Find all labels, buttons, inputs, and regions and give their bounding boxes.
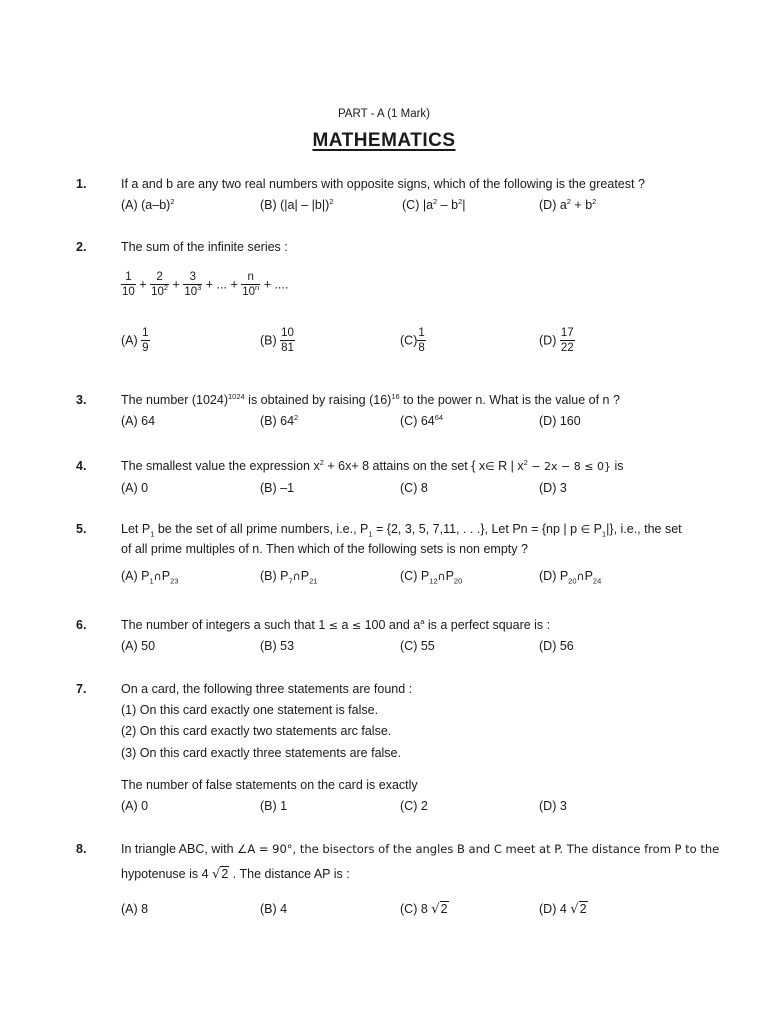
q3-option-a: (A) 64: [121, 414, 156, 428]
question-6-text: The number of integers a such that 1 ≤ a ≤ 100 and $a^a$ is a perfect square is :: [121, 616, 551, 632]
question-number-7: 7.: [76, 682, 87, 696]
q8-option-b: (B) 4: [260, 902, 288, 916]
q1-option-b: (B) (|a| – |b|)$^2$: [260, 196, 334, 212]
q2-option-c: (C) $\frac{1}{8}$: [400, 327, 425, 354]
question-number-8: 8.: [76, 842, 87, 856]
q2-option-a: (A) $\frac{1}{9}$: [121, 327, 149, 354]
q2-option-d: (D) $\frac{17}{22}$: [539, 327, 574, 354]
statement-3: (3) On this card exactly three statements are false.: [121, 746, 401, 760]
question-8-text-line2: hypotenuse is 4 √2 . The distance AP is :: [121, 867, 350, 882]
question-number-1: 1.: [76, 177, 87, 191]
q4-option-a: (A) 0: [121, 481, 149, 495]
q4-option-b: (B) –1: [260, 481, 295, 495]
q5-option-d: (D) $P_{20}\cap P_{24}$: [539, 569, 602, 586]
question-5-text-line2: of all prime multiples of n. Then which of the following sets is non empty ?: [121, 542, 528, 556]
q7-option-c: (C) 2: [400, 799, 428, 813]
q1-option-d: (D) $a^2 + b^2$: [539, 196, 597, 212]
part-heading: PART - A (1 Mark): [337, 108, 431, 120]
question-number-4: 4.: [76, 459, 87, 473]
question-4-text: The smallest value the expression $x^2 + 6x+ 8$ attains on the set { x∈ R | $x^2 - 2x - 8 \le 0$} is: [121, 457, 624, 473]
question-number-2: 2.: [76, 240, 87, 254]
series-expression: $\frac{1}{10}$ + $\frac{2}{10^2}$ + $\frac{3}{10^3}$ + ... + $\frac{n}{10^n}$ + ....: [122, 271, 289, 298]
subject-title: MATHEMATICS: [312, 130, 456, 151]
question-number-5: 5.: [76, 522, 87, 536]
q1-option-a: (A) $(a-b)^2$: [121, 196, 175, 212]
q5-option-a: (A) $P_1\cap P_{23}$: [121, 569, 179, 586]
q2-option-b: (B) $\frac{10}{81}$: [260, 327, 294, 354]
q3-option-d: (D) 160: [539, 414, 581, 428]
q7-option-a: (A) 0: [121, 799, 149, 813]
q1-option-c: (C) $|a^2 - b^2|$: [402, 196, 466, 212]
q8-option-a: (A) 8: [121, 902, 149, 916]
q4-option-c: (C) 8: [400, 481, 428, 495]
q8-option-c: (C) 8 √2: [400, 902, 448, 917]
q7-option-d: (D) 3: [539, 799, 567, 813]
q6-option-d: (D) 56: [539, 639, 574, 653]
q4-option-d: (D) 3: [539, 481, 567, 495]
question-8-text: In triangle ABC, with ∠A = 90°, the bisectors of the angles B and C meet at P. The distance from P to the: [121, 842, 720, 856]
question-2-text: The sum of the infinite series :: [121, 240, 288, 254]
q5-option-b: (B) $P_7\cap P_{21}$: [260, 569, 318, 586]
question-number-6: 6.: [76, 618, 87, 632]
q3-option-b: (B) $64^2$: [260, 412, 299, 428]
q6-option-a: (A) 50: [121, 639, 156, 653]
q6-option-b: (B) 53: [260, 639, 295, 653]
q8-option-d: (D) 4 √2: [539, 902, 587, 917]
q7-option-b: (B) 1: [260, 799, 288, 813]
question-7-prompt: The number of false statements on the card is exactly: [121, 778, 418, 792]
statement-2: (2) On this card exactly two statements arc false.: [121, 724, 392, 738]
question-1-text: If a and b are any two real numbers with opposite signs, which of the following is the greatest ?: [121, 177, 645, 191]
question-3-text: The number $(1024)^{1024}$ is obtained by raising $(16)^{16}$ to the power n. What is the value of n ?: [121, 391, 620, 407]
statement-1: (1) On this card exactly one statement is false.: [121, 703, 379, 717]
question-7-text: On a card, the following three statements are found :: [121, 682, 413, 696]
q6-option-c: (C) 55: [400, 639, 435, 653]
q5-option-c: (C) $P_{12}\cap P_{20}$: [400, 569, 463, 586]
question-number-3: 3.: [76, 393, 87, 407]
question-5-text: Let $P_1$ be the set of all prime numbers, i.e., $P_1 = \{2$, 3, 5, 7,11, . . .}, Let Pn = {np | p ∈ $P_1|$}, i.e., the set: [121, 522, 682, 539]
q3-option-c: (C) $64^{64}$: [400, 412, 444, 428]
